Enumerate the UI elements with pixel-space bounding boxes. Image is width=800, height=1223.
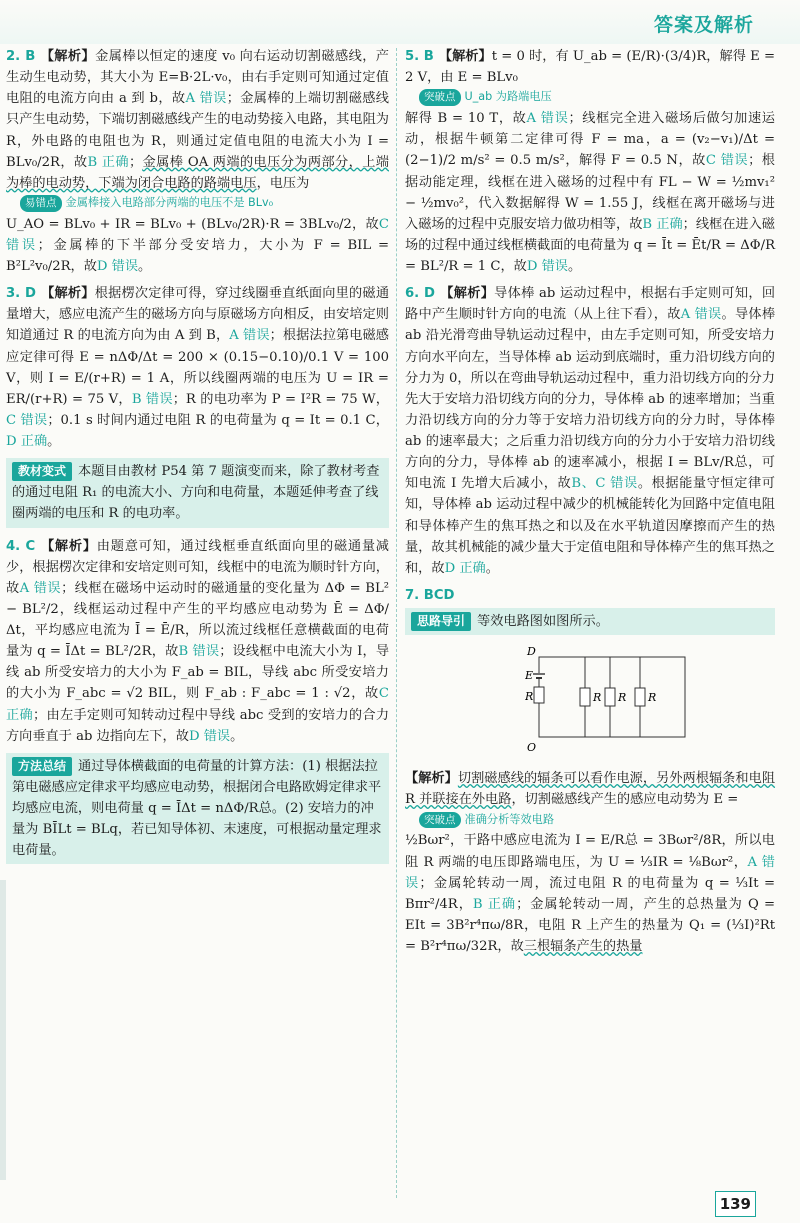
- answer-text: U_AO = BLv₀ + IR = BLv₀ + (BLv₀/2R)·R = 3BLv₀/2，故: [6, 216, 379, 232]
- answer-7: [405, 585, 775, 606]
- answer-text: 。根据能量守恒定律可知，导体棒 ab 运动过程中减少的机械能转化为回路中定值电阻和导体棒产生的焦耳热之和以及在水平轨道因摩擦而产生的热量，故其机械能的减少量大于定值电阻和导体棒产生的焦耳热之和，故: [405, 476, 775, 576]
- answer-text: ；由左手定则可知转动过程中导线 abc 受到的安培力的合力方向垂直于 ab 边指向左下，故: [6, 707, 390, 744]
- option-judgement: D 错误: [188, 728, 231, 744]
- answer-text: 根据楞次定律可得，穿过线圈垂直纸面向里的磁通量增大，感应电流产生的磁场方向与原磁场方向相反，由安培定则知道通过 R 的电流方向为由 A 到 B，: [6, 286, 390, 344]
- box-label: 教材变式: [12, 462, 72, 481]
- analysis-tag: 【解析】: [438, 49, 492, 64]
- box-label: 思路导引: [411, 612, 471, 631]
- answer-6-number: 6. D: [405, 286, 436, 302]
- method-summary-box: [6, 753, 389, 865]
- option-judgement: A 错误: [185, 91, 227, 107]
- resistor-label: R: [618, 691, 627, 705]
- note-badge: 突破点: [419, 89, 461, 106]
- answer-7-number: 7. BCD: [405, 587, 455, 603]
- option-judgement: B 正确: [472, 896, 517, 912]
- box-text: 本题目由教材 P54 第 7 题演变而来，除了教材考查的通过电阻 R₁ 的电流大小、方向和电荷量，本题延伸考查了线圈两端的电压和 R 的电功率。: [12, 464, 380, 522]
- answer-3-number: 3. D: [6, 286, 36, 302]
- option-judgement: B 错误: [178, 644, 220, 660]
- thinking-guide-box: [405, 608, 775, 635]
- answer-text: ，切割磁感线产生的感应电动势为 E =: [511, 792, 739, 808]
- option-judgement: B、C 错误: [571, 476, 638, 492]
- equivalent-circuit-diagram: [525, 647, 695, 755]
- answer-text: 解得 B = 10 T，故: [405, 111, 527, 127]
- option-judgement: A 错误: [405, 854, 775, 891]
- option-judgement: C 错误: [6, 216, 389, 253]
- answer-text: t = 0 时，有 U_ab = (E/R)·(3/4)R，解得 E = 2 V，由 E = BLv₀: [405, 49, 776, 86]
- answer-text: 。: [485, 560, 499, 576]
- note-badge: 易错点: [20, 195, 62, 212]
- note-text: U_ab 为路端电压: [464, 90, 552, 104]
- box-text: 通过导体横截面的电荷量的计算方法：(1) 根据法拉第电磁感应定律求平均感应电动势，根据闭合电路欧姆定律求平均感应电流，则电荷量 q = ĪΔt = nΔΦ/R总。(2) 安培力的冲量为 BĪLt = BLq，若已知导体初、末速度，可根据动量定理求电荷量。: [12, 758, 382, 859]
- answer-text: ；设线框中电流大小为 I，导线 ab 所受安培力的大小为 F_ab = BIL，导线 abc 所受安培力的大小为 F_abc = √2 BIL，则 F_ab : F_abc = 1 : √2，故: [6, 644, 390, 702]
- page-number: 139: [715, 1191, 756, 1217]
- answer-6: [405, 283, 775, 579]
- option-judgement: B 正确: [87, 154, 129, 170]
- answer-text: ，电压为: [256, 175, 310, 191]
- answer-text: ；金属棒的上端切割磁感线只产生电动势，下端切割磁感线产生的电动势接入电路，其电阻为 R，外电路的电阻也为 R，则通过定值电阻的电流大小为 I = BLv₀/2R，故: [6, 91, 389, 170]
- label-d: D: [527, 647, 536, 659]
- label-r-source: R: [525, 690, 534, 704]
- textbook-variant-box: [6, 458, 389, 527]
- answer-text: ；金属轮转动一周，流过电阻 R 的电荷量为 q = ⅓It = Bπr²/4R，: [405, 875, 776, 912]
- underlined-text: 切割磁感线的辐条可以看作电源，另外两根辐条和电阻 R 并联接在外电路: [405, 771, 776, 808]
- answer-5-number: 5. B: [405, 49, 434, 64]
- column-divider: [396, 48, 397, 1198]
- answer-3: [6, 283, 389, 452]
- breakthrough-note: [419, 811, 775, 829]
- resistor-label: R: [593, 691, 602, 705]
- analysis-tag: 【解析】: [405, 771, 458, 787]
- note-text: 准确分析等效电路: [464, 812, 555, 826]
- answer-4-number: 4. C: [6, 538, 36, 554]
- note-badge: 突破点: [419, 812, 461, 829]
- answer-text: ；线框完全进入磁场后做匀加速运动，根据牛顿第二定律可得 F = ma，a = (v₂−v₁)/Δt = (2−1)/2 m/s² = 0.5 m/s²，解得 F = 0.5 N，故: [405, 111, 775, 169]
- underlined-text: 金属棒 OA 两端的电压分为两部分，上端为棒的电动势，下端为闭合电路的路端电压: [6, 154, 389, 191]
- left-column: [6, 46, 389, 872]
- answer-2: [6, 46, 389, 277]
- answer-text: 金属棒以恒定的速度 v₀ 向右运动切割磁感线，产生动生电动势，其大小为 E=B·2L·v₀，由右手定则可知通过定值电阻的电流方向由 a 到 b，故: [6, 49, 389, 107]
- option-judgement: A 错误: [19, 580, 62, 596]
- note-text: 金属棒接入电路部分两端的电压不是 BLv₀: [65, 195, 274, 209]
- answer-text: 。导体棒 ab 沿光滑弯曲导轨运动过程中，由左手定则可知，所受安培力方向水平向左，当导体棒 ab 运动到底端时，重力沿切线方向的分力为 0，所以在弯曲导轨运动过程中，重力沿切线方向的分力先大于安培力沿切线方向的分力，导体棒 ab 的速率增加；当重力沿切线方向的分力等于安培力沿切线方向的分力时，导体棒 ab 的速率最大；之后重力沿切线方向的分力小于安培力沿切线方向的分力，导体棒 ab 的速率减小，根据 I = BLv/R总，可知电流 I 先增大后减小，故: [405, 307, 776, 492]
- option-judgement: C 错误: [705, 153, 749, 169]
- page-edge-strip: [0, 880, 6, 1180]
- option-judgement: B 错误: [131, 391, 173, 407]
- analysis-tag: 【解析】: [40, 286, 95, 302]
- answer-text: 导体棒 ab 运动过程中，根据右手定则可知，回路中产生顺时针方向的电流（从上往下看），故: [405, 286, 776, 323]
- answer-2-number: 2. B: [6, 49, 36, 64]
- internal-resistor: [534, 687, 544, 703]
- section-title: 答案及解析: [653, 14, 754, 36]
- answer-text: 。: [230, 728, 244, 744]
- answer-text: ；金属轮转动一周，产生的总热量为 Q = EIt = 3B²r⁴πω/8R，电阻 R 上产生的热量为 Q₁ = (⅓I)²Rt = B²r⁴πω/32R，故: [405, 896, 775, 955]
- analysis-tag: 【解析】: [440, 286, 495, 302]
- option-judgement: C 正确: [6, 686, 389, 723]
- option-judgement: A 错误: [526, 111, 569, 127]
- option-judgement: B 正确: [642, 216, 683, 232]
- answer-text: 由题意可知，通过线框垂直纸面向里的磁通量减少，根据楞次定律和安培定则可知，线框中的电流为顺时针方向，故: [6, 538, 389, 596]
- resistor: [580, 688, 590, 706]
- option-judgement: D 错误: [96, 259, 139, 275]
- answer-text: ；线框在磁场中运动时的磁通量的变化量为 ΔΦ = BL² − BL²/2，线框运动过程中产生的平均感应电动势为 Ē = ΔΦ/Δt，平均感应电流为 Ī = Ē/R，所以流过线框任意横截面的电荷量为 q = ĪΔt = BL²/2R，故: [6, 580, 390, 660]
- option-judgement: A 错误: [229, 328, 270, 344]
- underlined-text: 三根辐条产生的热量: [523, 939, 643, 955]
- answer-text: 。: [47, 434, 61, 450]
- resistor: [605, 688, 615, 706]
- resistor-label: R: [648, 691, 657, 705]
- option-judgement: D 错误: [526, 259, 568, 275]
- answer-text: ；R 的电功率为 P = I²R = 75 W，: [172, 391, 389, 407]
- box-text: 等效电路图如图所示。: [477, 614, 609, 630]
- answer-text: ；根据法拉第电磁感应定律可得 E = nΔΦ/Δt = 200 × (0.15−0.10)/0.1 V = 100 V，则 I = E/(r+R) = 1 A，所以线圈两端的电压为 U = IR = ER/(r+R) = 75 V，: [6, 328, 389, 407]
- answer-4: [6, 536, 389, 747]
- resistor: [635, 688, 645, 706]
- option-judgement: D 正确: [6, 434, 48, 450]
- answer-text: ；线框在进入磁场的过程中通过线框横截面的电荷量为 q = Īt = Ēt/R = ΔΦ/R = BL²/R = 1 C，故: [405, 216, 775, 275]
- analysis-tag: 【解析】: [40, 49, 96, 64]
- option-judgement: D 正确: [444, 560, 486, 576]
- error-prone-note: [20, 194, 389, 212]
- box-label: 方法总结: [12, 757, 72, 776]
- right-column: [405, 46, 775, 963]
- answer-text: ½Bωr²，干路中感应电流为 I = E/R总 = 3Bωr²/8R，所以电阻 R 两端的电压即路端电压，为 U = ⅓IR = ⅛Bωr²，: [405, 833, 775, 870]
- answer-7-analysis: [405, 768, 775, 957]
- breakthrough-note: [419, 88, 775, 106]
- option-judgement: C 错误: [6, 412, 48, 428]
- answer-text: ；根据动能定理，线框在进入磁场的过程中有 FL − W = ½mv₁² − ½mv₀²，代入数据解得 W = 1.55 J，线框在离开磁场与进入磁场的过程中克服安培力做功相等，故: [405, 153, 775, 232]
- answer-5: [405, 46, 775, 277]
- answer-text: ；金属棒的下半部分受安培力，大小为 F = BIL = B²L²v₀/2R，故: [6, 237, 390, 275]
- option-judgement: A 错误: [680, 307, 722, 323]
- answer-text: ；0.1 s 时间内通过电阻 R 的电荷量为 q = It = 0.1 C，: [47, 412, 389, 428]
- answer-text: 。: [138, 259, 152, 275]
- answer-text: 。: [567, 259, 582, 275]
- label-e: E: [525, 669, 534, 683]
- answer-text: ；: [128, 154, 143, 170]
- label-o: O: [527, 741, 537, 755]
- analysis-tag: 【解析】: [40, 538, 97, 554]
